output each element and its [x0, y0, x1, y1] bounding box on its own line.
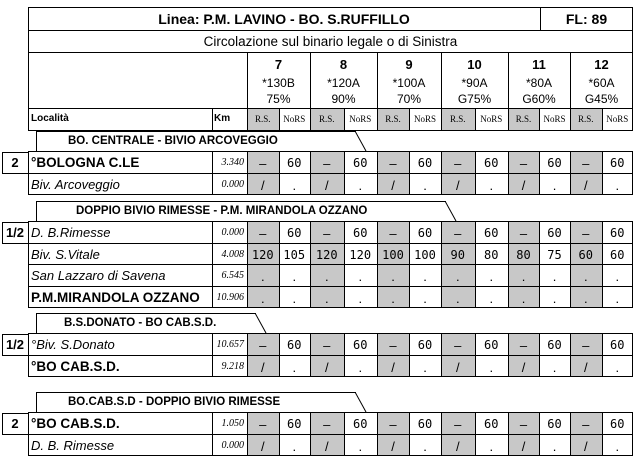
speed-value: . [423, 177, 427, 193]
speed-value: / [260, 438, 265, 454]
km-header: Km [214, 113, 231, 124]
localita-header: Località [31, 113, 69, 124]
divider [28, 30, 633, 31]
speed-value: / [583, 359, 588, 375]
rs-subheader: R.S. [318, 114, 335, 124]
speed-value: – [519, 156, 528, 171]
speed-value: / [455, 177, 460, 193]
speed-value: – [389, 338, 397, 353]
speed-value: / [521, 177, 526, 193]
speed-value: 60 [353, 417, 368, 431]
speed-value: . [358, 438, 363, 454]
speed-value: 60 [547, 417, 562, 431]
column-number: 9 [405, 57, 413, 72]
speed-value: 100 [382, 247, 404, 262]
speed-value: / [455, 359, 460, 375]
speed-value: 60 [417, 417, 433, 431]
fl-label: FL: 89 [565, 11, 608, 27]
speed-value: . [324, 290, 329, 306]
tab-slant [355, 131, 367, 152]
station-name: °BO CAB.S.D. [31, 416, 120, 431]
speed-value: – [323, 338, 331, 353]
speed-value: – [323, 226, 331, 241]
nors-subheader: NoRS [606, 114, 629, 124]
speed-value: 60 [547, 156, 562, 170]
speed-value: . [489, 359, 494, 375]
divider [212, 108, 213, 131]
nors-subheader: NoRS [543, 114, 566, 124]
speed-value: / [521, 359, 526, 375]
column-speed: 70% [396, 92, 422, 106]
speed-value: – [582, 338, 590, 353]
column-number: 11 [532, 57, 546, 72]
speed-value: . [552, 290, 557, 306]
column-train: *80A [525, 76, 553, 90]
speed-value: . [615, 359, 620, 375]
speed-value: . [552, 269, 557, 284]
speed-value: / [391, 438, 395, 454]
station-km: 0.000 [221, 227, 244, 238]
speed-value: . [423, 359, 427, 375]
circulation-label: Circolazione sul binario legale o di Sinistra [203, 34, 458, 49]
speed-value: / [260, 177, 265, 193]
station-name: P.M.MIRANDOLA OZZANO [31, 289, 200, 305]
speed-value: 60 [417, 226, 433, 240]
divider [28, 173, 633, 174]
nors-subheader: NoRS [413, 114, 436, 124]
speed-value: – [454, 338, 462, 353]
speed-value: . [292, 290, 297, 306]
station-km: 4.008 [221, 248, 244, 260]
speed-value: – [389, 226, 397, 241]
track-badge: 1/2 [5, 225, 25, 240]
speed-value: – [519, 417, 528, 432]
speed-value: 60 [610, 338, 625, 352]
station-name: °BO CAB.S.D. [31, 358, 120, 374]
speed-value: . [358, 290, 363, 306]
speed-value: . [489, 177, 494, 193]
speed-value: . [615, 290, 620, 306]
speed-value: / [455, 438, 460, 454]
speed-value: – [323, 156, 331, 171]
speed-value: . [292, 177, 297, 193]
track-badge: 2 [11, 155, 19, 170]
station-km: 3.340 [221, 157, 244, 168]
speed-value: . [552, 177, 557, 193]
speed-value: . [292, 269, 297, 284]
nors-subheader: NoRS [283, 114, 306, 124]
tab-slant [445, 201, 457, 222]
speed-value: . [358, 177, 363, 193]
speed-value: 60 [417, 156, 433, 170]
track-badge: 1/2 [5, 337, 25, 352]
speed-value: – [582, 226, 590, 241]
speed-value: / [260, 359, 265, 375]
section-title: B.S.DONATO - BO CAB.S.D. [64, 317, 217, 329]
speed-value: . [455, 269, 460, 284]
speed-value: / [521, 438, 526, 454]
divider [28, 52, 633, 53]
speed-value: . [489, 269, 494, 284]
station-km: 0.000 [221, 178, 244, 190]
speed-value: – [389, 156, 397, 171]
speed-value: 120 [349, 247, 372, 262]
speed-value: 60 [353, 156, 368, 170]
speed-value: – [519, 338, 528, 353]
station-name: D. B.Rimesse [31, 225, 111, 240]
speed-value: 80 [516, 247, 531, 262]
speed-value: . [358, 359, 363, 375]
speed-value: . [615, 269, 620, 284]
speed-value: – [389, 417, 397, 432]
rs-subheader: R.S. [449, 114, 466, 124]
speed-value: / [324, 177, 329, 193]
column-train: *60A [588, 76, 615, 90]
divider [28, 243, 633, 244]
section-title: DOPPIO BIVIO RIMESSE - P.M. MIRANDOLA OZZANO [76, 205, 368, 217]
column-number: 10 [467, 57, 482, 72]
divider [28, 286, 633, 287]
speed-value: 60 [547, 338, 562, 352]
speed-value: 100 [414, 247, 436, 262]
speed-value: . [521, 269, 526, 284]
speed-value: 60 [353, 226, 368, 240]
speed-value: – [259, 338, 267, 353]
column-train: *120A [327, 76, 360, 90]
tab-slant [255, 313, 267, 334]
speed-value: . [391, 269, 395, 284]
rs-subheader: R.S. [577, 114, 594, 124]
speed-value: – [582, 417, 590, 432]
divider [28, 434, 633, 435]
column-number: 8 [339, 57, 348, 72]
speed-value: . [358, 269, 363, 284]
rs-subheader: R.S. [254, 114, 271, 124]
speed-value: / [391, 359, 395, 375]
speed-value: 60 [484, 156, 499, 170]
speed-value: 60 [578, 247, 593, 262]
station-km: 1.050 [221, 418, 244, 429]
speed-value: 60 [547, 226, 562, 240]
speed-value: . [391, 290, 395, 306]
station-km: 0.000 [221, 439, 244, 451]
station-name: °Biv. S.Donato [31, 337, 115, 352]
speed-value: . [292, 438, 297, 454]
speed-value: 80 [484, 247, 499, 262]
column-speed: G60% [522, 92, 556, 106]
speed-value: 75 [547, 247, 562, 262]
speed-value: 60 [484, 226, 499, 240]
speed-value: 60 [353, 338, 368, 352]
speed-value: – [259, 156, 267, 171]
station-name: Biv. S.Vitale [31, 246, 100, 262]
speed-value: 120 [315, 247, 338, 262]
speed-value: – [519, 226, 528, 241]
speed-value: . [615, 438, 620, 454]
track-badge: 2 [11, 416, 19, 431]
speed-value: . [583, 290, 588, 306]
speed-value: . [455, 290, 460, 306]
column-speed: 90% [331, 92, 356, 106]
speed-value: . [260, 269, 265, 284]
divider [28, 355, 633, 356]
speed-value: / [391, 177, 395, 193]
station-name: D. B. Rimesse [31, 437, 115, 453]
tab-slant [355, 392, 367, 413]
speed-value: / [324, 438, 329, 454]
speed-value: – [582, 156, 590, 171]
column-train: *130B [262, 76, 295, 90]
rs-subheader: R.S. [515, 114, 532, 124]
speed-value: 60 [484, 338, 499, 352]
speed-value: 60 [610, 156, 625, 170]
station-name: °BOLOGNA C.LE [31, 155, 140, 170]
speed-value: . [423, 269, 427, 284]
station-name: San Lazzaro di Savena [31, 268, 166, 283]
rs-subheader: R.S. [385, 114, 401, 124]
speed-value: 105 [283, 247, 306, 262]
speed-value: – [454, 417, 462, 432]
speed-value: 90 [450, 247, 465, 262]
speed-value: . [552, 438, 557, 454]
speed-value: . [521, 290, 526, 306]
station-km: 9.218 [221, 360, 244, 372]
speed-value: 60 [287, 417, 302, 431]
column-number: 12 [594, 57, 609, 72]
nors-subheader: NoRS [349, 114, 372, 124]
column-train: *100A [392, 76, 426, 90]
speed-value: / [583, 177, 588, 193]
speed-value: 60 [484, 417, 499, 431]
nors-subheader: NoRS [480, 114, 503, 124]
speed-value: . [260, 290, 265, 306]
speed-value: . [615, 177, 620, 193]
speed-value: – [323, 417, 331, 432]
speed-value: . [423, 290, 427, 306]
speed-value: – [454, 226, 462, 241]
speed-value: . [292, 359, 297, 375]
speed-value: 60 [287, 338, 302, 352]
speed-value: . [324, 269, 329, 284]
column-train: *90A [461, 76, 488, 90]
speed-value: 60 [287, 156, 302, 170]
speed-value: 60 [610, 226, 625, 240]
speed-value: . [583, 269, 588, 284]
speed-value: – [454, 156, 462, 171]
divider [28, 264, 633, 265]
speed-value: 60 [610, 417, 625, 431]
section-title: BO.CAB.S.D - DOPPIO BIVIO RIMESSE [68, 396, 281, 408]
section-title: BO. CENTRALE - BIVIO ARCOVEGGIO [68, 135, 278, 147]
speed-value: . [552, 359, 557, 375]
speed-value: – [259, 417, 267, 432]
station-km: 6.545 [221, 270, 244, 281]
speed-value: 60 [417, 338, 433, 352]
speed-value: 60 [287, 226, 302, 240]
line-title: Linea: P.M. LAVINO - BO. S.RUFFILLO [158, 11, 410, 27]
column-number: 7 [274, 57, 283, 72]
speed-value: . [489, 290, 494, 306]
column-speed: G45% [584, 92, 619, 106]
column-speed: 75% [266, 92, 291, 106]
station-km: 10.657 [216, 339, 244, 350]
station-name: Biv. Arcoveggio [31, 176, 120, 192]
speed-value: – [259, 226, 267, 241]
speed-value: / [324, 359, 329, 375]
speed-value: . [423, 438, 427, 454]
speed-value: / [583, 438, 588, 454]
speed-value: . [489, 438, 494, 454]
column-speed: G75% [457, 92, 492, 106]
speed-value: 60 [610, 247, 625, 262]
speed-value: 120 [251, 247, 274, 262]
station-km: 10.906 [216, 291, 244, 303]
